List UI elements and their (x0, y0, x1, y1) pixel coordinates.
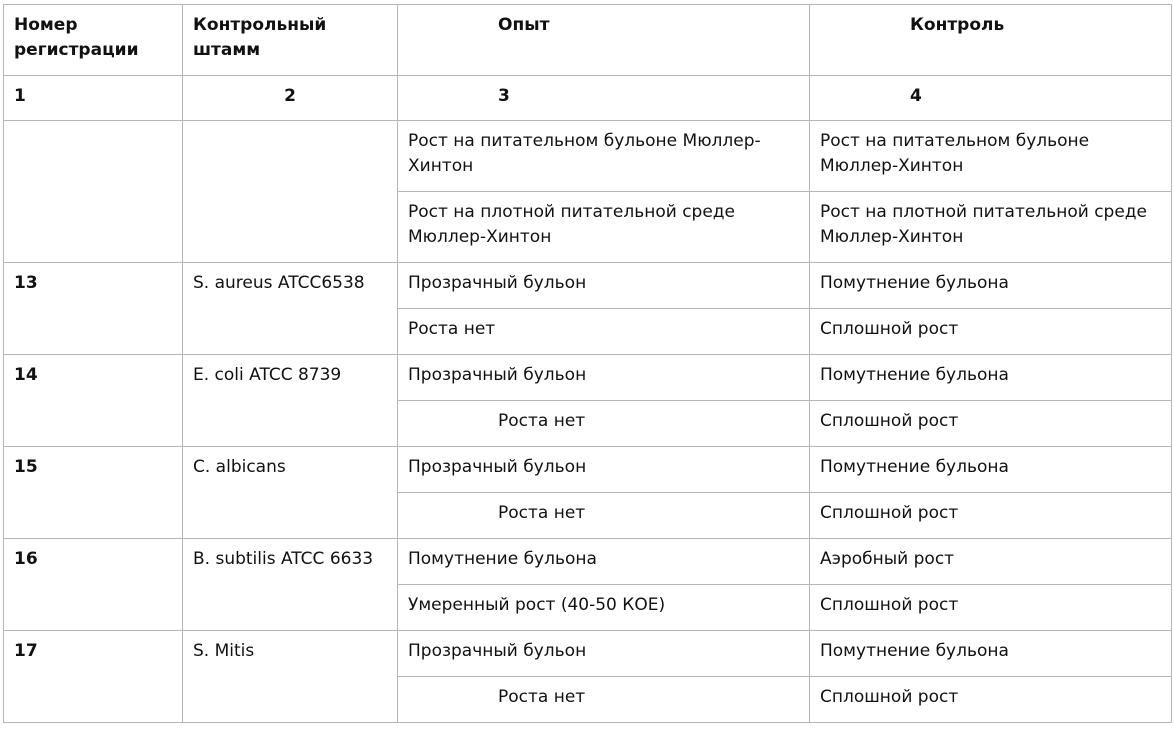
registration-number: 14 (4, 355, 183, 447)
intro-ctl2: Рост на плотной питательной среде Мюллер-Хинтон (810, 192, 1172, 263)
control-solid: Сплошной рост (810, 493, 1172, 539)
strain-name: C. albicans (183, 447, 398, 539)
intro-registration (4, 121, 183, 263)
control-broth: Помутнение бульона (810, 447, 1172, 493)
intro-row (4, 121, 1172, 192)
intro-exp1: Рост на питательном бульоне Мюллер-Хинтон (398, 121, 810, 192)
control-broth: Помутнение бульона (810, 355, 1172, 401)
intro-strain (183, 121, 398, 263)
control-broth: Аэробный рост (810, 539, 1172, 585)
header-registration: Номер регистрации (4, 5, 183, 76)
results-table (3, 4, 1172, 723)
table-row (4, 263, 1172, 309)
control-broth: Помутнение бульона (810, 631, 1172, 677)
table-row (4, 355, 1172, 401)
strain-name: S. aureus ATCC6538 (183, 263, 398, 355)
registration-number: 16 (4, 539, 183, 631)
experiment-broth: Прозрачный бульон (398, 355, 810, 401)
intro-ctl1: Рост на питательном бульоне Мюллер-Хинтон (810, 121, 1172, 192)
header-control: Контроль (810, 5, 1172, 76)
experiment-broth: Прозрачный бульон (398, 263, 810, 309)
registration-number: 15 (4, 447, 183, 539)
strain-name: E. coli ATCC 8739 (183, 355, 398, 447)
table-row (4, 631, 1172, 677)
strain-name: B. subtilis ATCC 6633 (183, 539, 398, 631)
control-solid: Сплошной рост (810, 309, 1172, 355)
experiment-broth: Прозрачный бульон (398, 447, 810, 493)
number-1: 1 (4, 76, 183, 121)
control-solid: Сплошной рост (810, 401, 1172, 447)
header-strain: Контрольный штамм (183, 5, 398, 76)
intro-exp2: Рост на плотной питательной среде Мюллер-Хинтон (398, 192, 810, 263)
experiment-broth: Прозрачный бульон (398, 631, 810, 677)
strain-name: S. Mitis (183, 631, 398, 723)
number-4: 4 (810, 76, 1172, 121)
control-solid: Сплошной рост (810, 677, 1172, 723)
experiment-solid: Роста нет (398, 677, 810, 723)
experiment-solid: Роста нет (398, 401, 810, 447)
header-row (4, 5, 1172, 76)
experiment-solid: Роста нет (398, 309, 810, 355)
control-broth: Помутнение бульона (810, 263, 1172, 309)
header-experiment: Опыт (398, 5, 810, 76)
numbering-row (4, 76, 1172, 121)
table-row (4, 447, 1172, 493)
number-3: 3 (398, 76, 810, 121)
number-2: 2 (183, 76, 398, 121)
registration-number: 13 (4, 263, 183, 355)
control-solid: Сплошной рост (810, 585, 1172, 631)
experiment-broth: Помутнение бульона (398, 539, 810, 585)
experiment-solid: Роста нет (398, 493, 810, 539)
registration-number: 17 (4, 631, 183, 723)
table-row (4, 539, 1172, 585)
experiment-solid: Умеренный рост (40-50 КОЕ) (398, 585, 810, 631)
